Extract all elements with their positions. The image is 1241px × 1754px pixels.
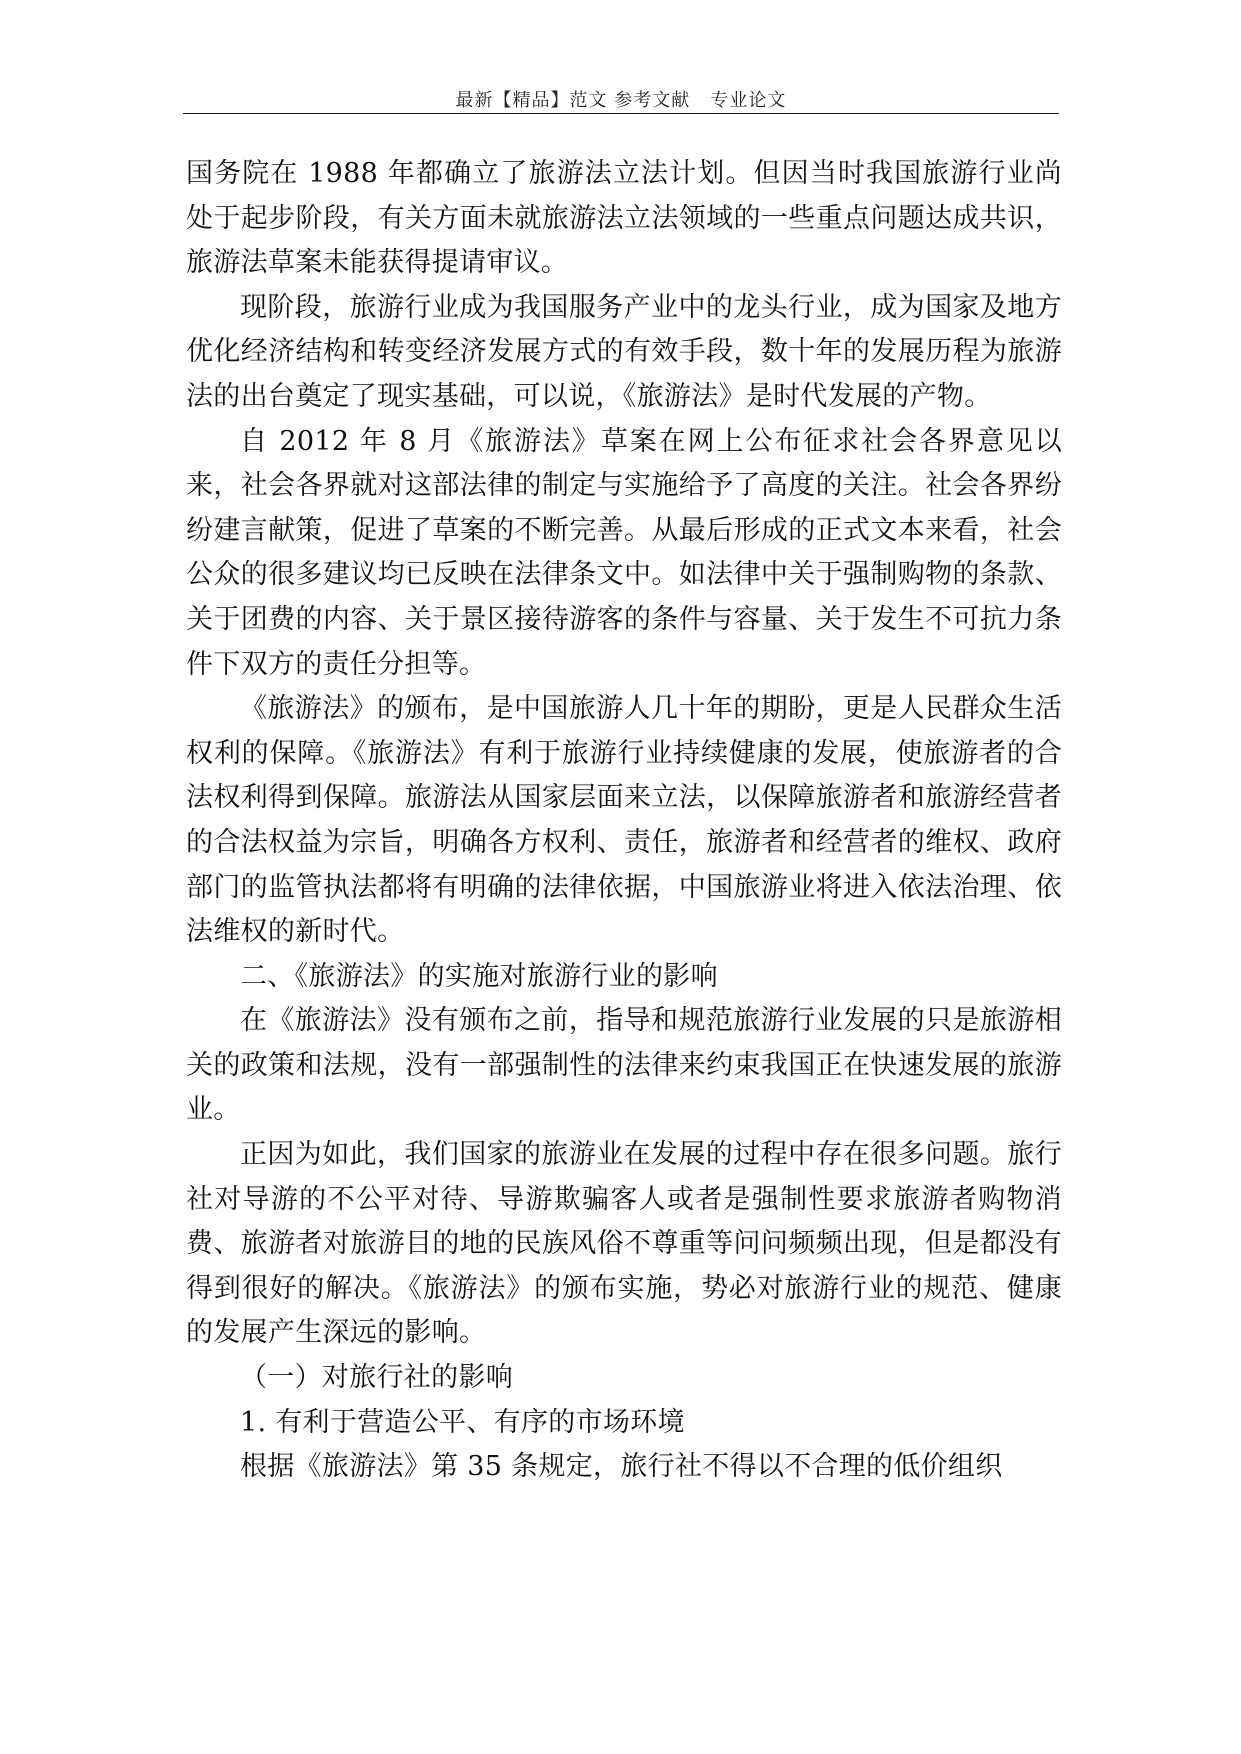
section-heading: 二、《旅游法》的实施对旅游行业的影响	[240, 960, 718, 992]
body-paragraph: 《旅游法》的颁布，是中国旅游人几十年的期盼，更是人民群众生活权利的保障。《旅游法》有利于旅游行业持续健康的发展，使旅游者的合法权利得到保障。旅游法从国家层面来立法，以保障旅游者和旅游经营者的合法权益为宗旨，明确各方权利、责任，旅游者和经营者的维权、政府部门的监管执法都将有明确的法律依据，中国旅游业将进入依法治理、依法维权的新时代。	[186, 693, 1062, 948]
body-paragraph: 自 2012 年 8 月《旅游法》草案在网上公布征求社会各界意见以来，社会各界就对这部法律的制定与实施给予了高度的关注。社会各界纷纷建言献策，促进了草案的不断完善。从最后形成的正式文本来看，社会公众的很多建议均已反映在法律条文中。如法律中关于强制购物的条款、关于团费的内容、关于景区接待游客的条件与容量、关于发生不可抗力条件下双方的责任分担等。	[186, 425, 1062, 680]
document-body	[186, 152, 1062, 1490]
body-paragraph: 在《旅游法》没有颁布之前，指导和规范旅游行业发展的只是旅游相关的政策和法规，没有一部强制性的法律来约束我国正在快速发展的旅游业。	[186, 1005, 1062, 1126]
running-header: 最新【精品】范文 参考文献 专业论文	[455, 90, 787, 111]
body-paragraph: 正因为如此，我们国家的旅游业在发展的过程中存在很多问题。旅行社对导游的不公平对待、导游欺骗客人或者是强制性要求旅游者购物消费、旅游者对旅游目的地的民族风俗不尊重等问问频频出现，但是都没有得到很好的解决。《旅游法》的颁布实施，势必对旅游行业的规范、健康的发展产生深远的影响。	[186, 1139, 1062, 1349]
header-divider	[183, 113, 1059, 114]
body-paragraph: 根据《旅游法》第 35 条规定，旅行社不得以不合理的低价组织	[240, 1451, 1003, 1483]
subsection-heading: （一）对旅行社的影响	[240, 1362, 513, 1394]
subsubsection-heading: 1. 有利于营造公平、有序的市场环境	[240, 1406, 685, 1438]
body-paragraph: 国务院在 1988 年都确立了旅游法立法计划。但因当时我国旅游行业尚处于起步阶段，有关方面未就旅游法立法领域的一些重点问题达成共识，旅游法草案未能获得提请审议。	[186, 158, 1062, 279]
body-paragraph: 现阶段，旅游行业成为我国服务产业中的龙头行业，成为国家及地方优化经济结构和转变经济发展方式的有效手段，数十年的发展历程为旅游法的出台奠定了现实基础，可以说，《旅游法》是时代发展的产物。	[186, 291, 1062, 412]
